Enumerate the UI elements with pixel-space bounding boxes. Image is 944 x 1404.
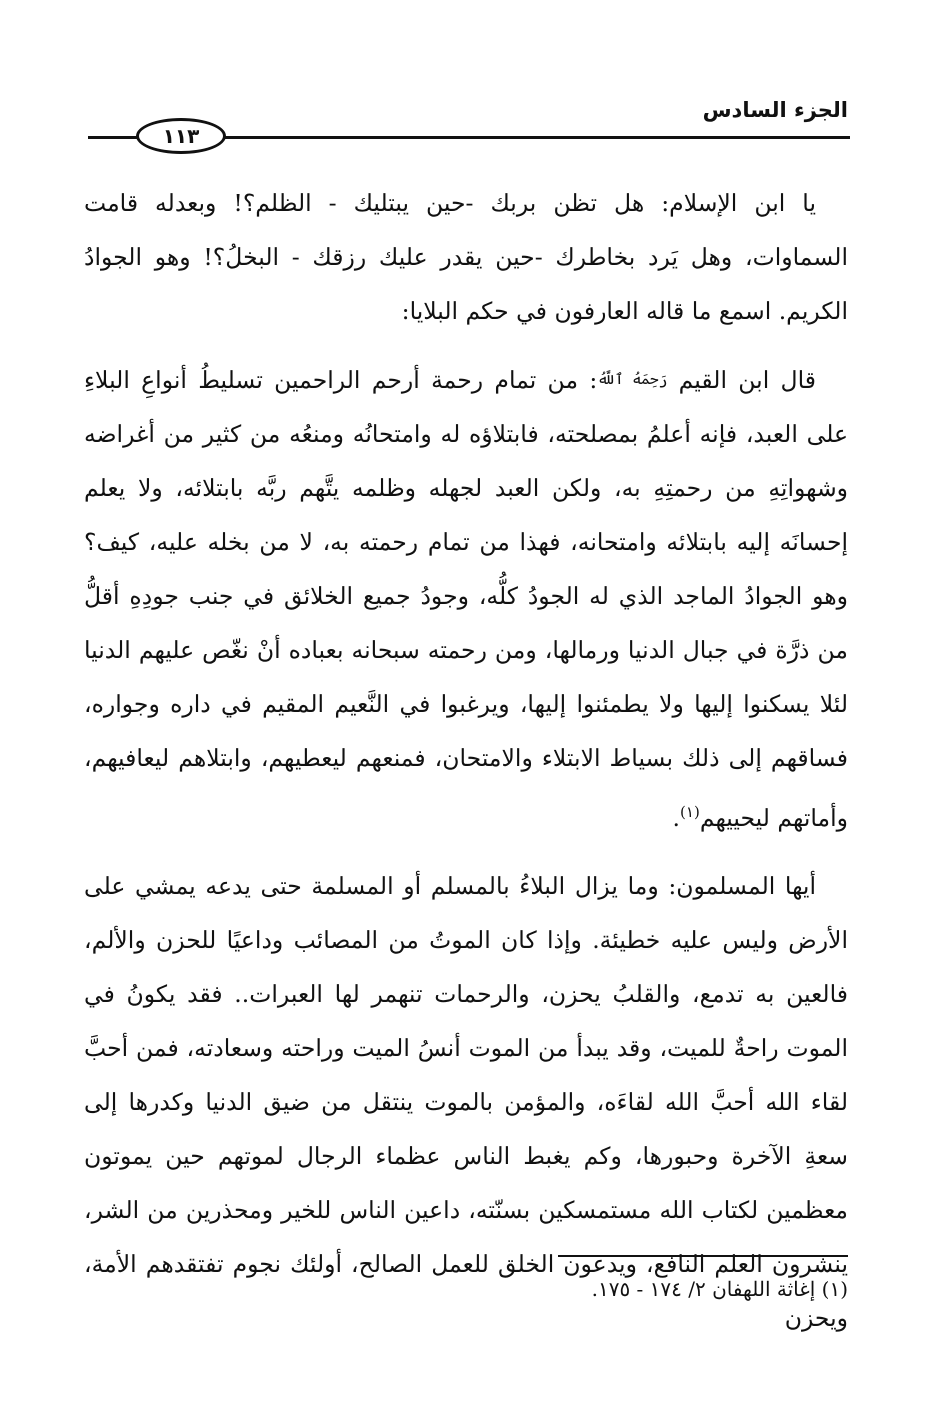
footnote-rule (558, 1255, 848, 1257)
paragraph-3: أيها المسلمون: وما يزال البلاءُ بالمسلم أو المسلمة حتى يدعه يمشي على الأرض وليس عليه خطيئة. وإذا كان الموتُ من المصائب وداعيًا للحزن والألم، فالعين به تدمع، والقلبُ يحزن، والرحمات تنهمر لها العبرات.. فقد يكونُ في الموت راحةٌ للميت، وقد يبدأ من الموت أنسُ الميت وراحته وسعادته، فمن أحبَّ لقاء الله أحبَّ الله لقاءَه، والمؤمن بالموت ينتقل من ضيق الدنيا وكدرها إلى سعةِ الآخرة وحبورها، وكم يغبط الناس عظماء الرجال لموتهم حين يموتون معظمين لكتاب الله مستمسكين بسنّته، داعين الناس للخير ومحذرين من الشر، ينشرون العلم النافع، ويدعون الخلق للعمل الصالح، أولئك نجوم تفتقدهم الأمة، ويحزن (84, 872, 848, 1332)
page-number: ١١٣ (162, 124, 200, 148)
footnote-reference: (١) (680, 803, 700, 821)
blessing-glyph: رَحِمَهُ ٱللَّهُ (597, 370, 668, 388)
paragraph-2-end: . (672, 804, 681, 832)
body-text (84, 176, 848, 1345)
paragraph-2-lead: قال ابن القيم (678, 366, 816, 394)
paragraph-1: يا ابن الإسلام: هل تظن بربك -حين يبتليك - الظلم؟! وبعدله قامت السماوات، وهل يَرد بخاطرك -حين يقدر عليك رزقك - البخلُ؟! وهو الجوادُ الكريم. اسمع ما قاله العارفون في حكم البلايا: (84, 189, 848, 325)
running-title: الجزء السادس (702, 98, 848, 122)
paragraph-2-body: : من تمام رحمة أرحم الراحمين تسليطُ أنواعِ البلاءِ على العبد، فإنه أعلمُ بمصلحته، فابتلاؤه له وامتحانُه ومنعُه من كثير من أغراضه وشهواتِهِ من رحمتِهِ به، ولكن العبد لجهله وظلمه يتَّهم ربَّه بابتلائه، ولا يعلم إحسانَه إليه بابتلائه وامتحانه، فهذا من تمام رحمته به، لا من بخله عليه، كيف؟ وهو الجوادُ الماجد الذي له الجودُ كلُّه، وجودُ جميع الخلائق في جنب جودِهِ أقلُّ من ذرَّة في جبال الدنيا ورمالها، ومن رحمته سبحانه بعباده أنْ نغّص عليهم الدنيا لئلا يسكنوا إليها ولا يطمئنوا إليها، ويرغبوا في النَّعيم المقيم في داره وجواره، فساقهم إلى ذلك بسياط الابتلاء والامتحان، فمنعهم ليعطيهم، وابتلاهم ليعافيهم، وأماتهم ليحييهم (84, 366, 848, 832)
footnote-1: (١) إغاثة اللهفان ٢/ ١٧٤ - ١٧٥. (591, 1277, 848, 1301)
page-number-frame (136, 118, 226, 154)
paragraph-2 (84, 352, 848, 845)
